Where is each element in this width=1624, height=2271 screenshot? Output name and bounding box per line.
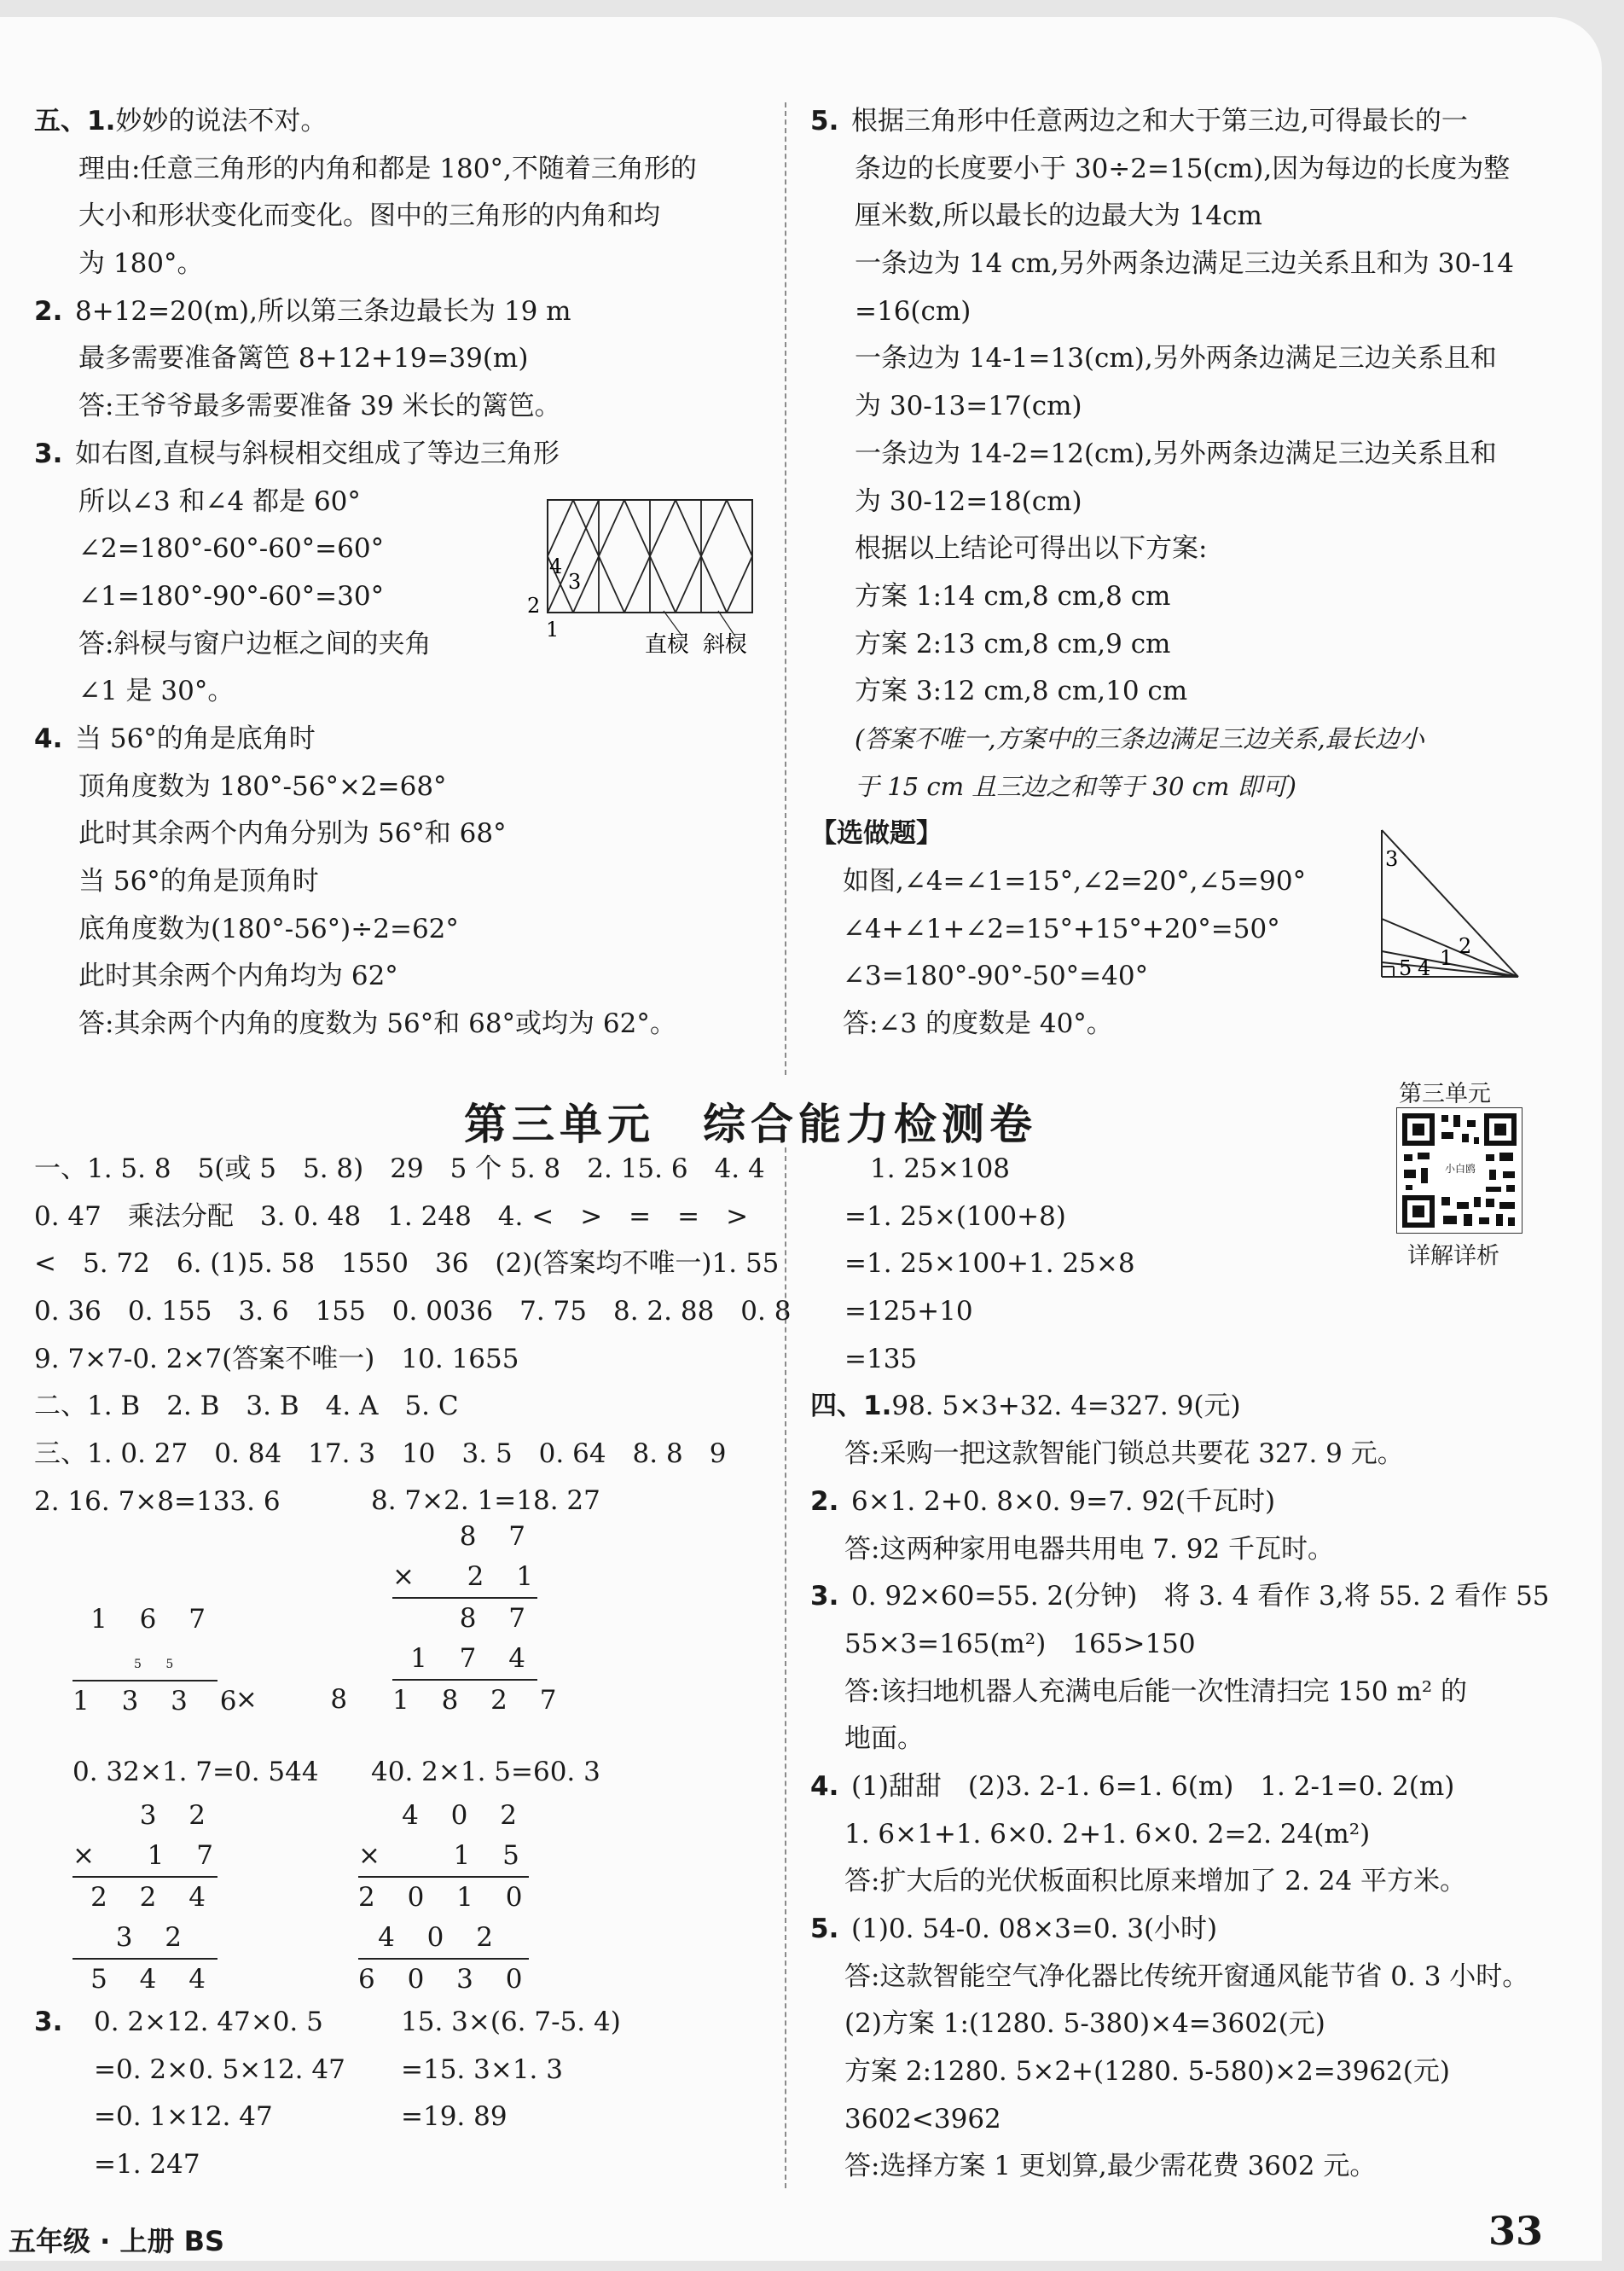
q3-a-step-0: 0. 2×12. 47×0. 5 bbox=[94, 2007, 323, 2037]
right-column-bottom bbox=[810, 1146, 1561, 2191]
opt-label-5: 5 bbox=[1399, 956, 1412, 980]
right-bottom-line-3: =125+10 bbox=[844, 1296, 973, 1327]
opt-label-4: 4 bbox=[1418, 956, 1431, 980]
right-top-line-6: 为 30-13=17(cm) bbox=[855, 391, 1082, 422]
vc1-result: 1 3 3 6 bbox=[72, 1680, 218, 1722]
vc4-partial-1: 2 0 1 0 bbox=[358, 1876, 529, 1918]
right-bottom-line-15: 答:扩大后的光伏板面积比原来增加了 2. 24 平方米。 bbox=[844, 1866, 1467, 1897]
qr-center-label: 小白鸥 bbox=[1444, 1163, 1476, 1175]
left-top-question-number: 4. bbox=[34, 723, 63, 754]
left-top-line-18: 此时其余两个内角均为 62° bbox=[78, 961, 398, 992]
right-bottom-line-5 bbox=[810, 1383, 1561, 1431]
left-top-text: 当 56°的角是底角时 bbox=[75, 723, 316, 754]
right-bottom-line-17: 答:这款智能空气净化器比传统开窗通风能节省 0. 3 小时。 bbox=[844, 1960, 1529, 1992]
right-top-line-5: 一条边为 14-1=13(cm),另外两条边满足三边关系且和 bbox=[855, 343, 1497, 375]
q3-left-steps bbox=[94, 1999, 345, 2189]
left-top-line-15: 此时其余两个内角分别为 56°和 68° bbox=[78, 818, 507, 850]
answer-line-0: 一、1. 5. 8 5(或 5 5. 8) 29 5 个 5. 8 2. 15. 6 4. 4 bbox=[34, 1153, 765, 1184]
right-bottom-line-12: 地面。 bbox=[844, 1723, 924, 1755]
left-top-line-14: 顶角度数为 180°-56°×2=68° bbox=[78, 770, 447, 802]
right-bottom-line-18: (2)方案 1:(1280. 5-380)×4=3602(元) bbox=[844, 2008, 1325, 2040]
right-bottom-question-number: 5. bbox=[810, 1914, 839, 1944]
left-top-text: 妙妙的说法不对。 bbox=[115, 106, 328, 136]
right-bottom-line-21: 答:选择方案 1 更划算,最少需花费 3602 元。 bbox=[844, 2151, 1377, 2182]
vertical-calc-402x15 bbox=[358, 1796, 535, 2000]
vc4-result: 6 0 3 0 bbox=[358, 1958, 529, 2000]
optional-triangle-diagram bbox=[1373, 823, 1527, 997]
left-top-line-12: ∠1 是 30°。 bbox=[78, 676, 235, 707]
window-lattice-diagram bbox=[520, 485, 768, 659]
left-top-line-9: ∠2=180°-60°-60°=60° bbox=[78, 533, 385, 565]
qr-caption: 详解详析 bbox=[1407, 1243, 1499, 1269]
right-bottom-question-number: 四、1. bbox=[810, 1391, 892, 1422]
q3-a-step-1: =0. 2×0. 5×12. 47 bbox=[94, 2053, 345, 2085]
answer-line-7: 2. 16. 7×8=133. 6 bbox=[34, 1485, 281, 1517]
opt-label-1: 1 bbox=[1440, 946, 1453, 970]
opt-label-2: 2 bbox=[1459, 934, 1472, 958]
left-top-line-7 bbox=[34, 431, 785, 479]
vc3-partial-2: 3 2 bbox=[115, 1922, 194, 1953]
page bbox=[0, 17, 1602, 2261]
q3-b-step-0: 15. 3×(6. 7-5. 4) bbox=[401, 2007, 621, 2037]
vc1-multiplicand: 1 6 7 bbox=[90, 1604, 218, 1635]
q3-number: 3. bbox=[34, 2007, 63, 2037]
left-top-line-8: 所以∠3 和∠4 都是 60° bbox=[78, 485, 361, 517]
right-top-line-8: 为 30-12=18(cm) bbox=[855, 485, 1082, 517]
caption-vertical-bar: 直棂 bbox=[645, 632, 690, 655]
right-bottom-line-2: =1. 25×100+1. 25×8 bbox=[844, 1248, 1135, 1280]
answer-line-4: 9. 7×7-0. 2×7(答案不唯一) 10. 1655 bbox=[34, 1343, 519, 1374]
optional-line-1: ∠4+∠1+∠2=15°+15°+20°=50° bbox=[843, 913, 1280, 944]
answer-line-6: 三、1. 0. 27 0. 84 17. 3 10 3. 5 0. 64 8. 8 9 bbox=[34, 1438, 727, 1470]
page-number: 33 bbox=[1488, 2208, 1544, 2254]
left-top-line-6: 答:王爷爷最多需要准备 39 米长的篱笆。 bbox=[78, 391, 561, 422]
right-bottom-question-number: 4. bbox=[810, 1770, 839, 1802]
left-top-line-2: 大小和形状变化而变化。图中的三角形的内角和均 bbox=[78, 200, 660, 232]
answer-line-5: 二、1. B 2. B 3. B 4. A 5. C bbox=[34, 1391, 459, 1422]
vc3-multiplicand: 3 2 bbox=[139, 1800, 218, 1831]
equation-8-7x2-1: 8. 7×2. 1=18. 27 bbox=[371, 1485, 600, 1516]
right-top-line-13: (答案不唯一,方案中的三条边满足三边关系,最长边小 bbox=[855, 723, 1424, 753]
column-divider bbox=[785, 102, 786, 1075]
right-bottom-line-4: =135 bbox=[844, 1343, 918, 1374]
angle-label-2: 2 bbox=[527, 594, 541, 618]
vc4-partial-2: 4 0 2 bbox=[378, 1922, 505, 1953]
vc2-multiplier: × 2 1 bbox=[392, 1561, 545, 1592]
right-bottom-text: (1)0. 54-0. 08×3=0. 3(小时) bbox=[851, 1914, 1218, 1944]
optional-heading: 【选做题】 bbox=[810, 818, 942, 850]
left-top-text: 如右图,直棂与斜棂相交组成了等边三角形 bbox=[75, 438, 560, 469]
right-bottom-line-9 bbox=[810, 1573, 1561, 1621]
optional-line-3: 答:∠3 的度数是 40°。 bbox=[843, 1008, 1113, 1040]
left-top-line-10: ∠1=180°-90°-60°=30° bbox=[78, 580, 385, 612]
vertical-calc-167x8 bbox=[72, 1600, 360, 1722]
right-top-line-3: 一条边为 14 cm,另外两条边满足三边关系且和为 30-14 bbox=[855, 248, 1514, 280]
q3-a-step-2: =0. 1×12. 47 bbox=[94, 2101, 273, 2133]
right-bottom-line-19: 方案 2:1280. 5×2+(1280. 5-580)×2=3962(元) bbox=[844, 2056, 1450, 2088]
right-top-line-14: 于 15 cm 且三边之和等于 30 cm 即可) bbox=[855, 771, 1296, 801]
left-top-line-5: 最多需要准备篱笆 8+12+19=39(m) bbox=[78, 343, 529, 375]
vc2-partial-1: 8 7 bbox=[392, 1597, 537, 1639]
right-bottom-text: (1)甜甜 (2)3. 2-1. 6=1. 6(m) 1. 2-1=0. 2(m) bbox=[851, 1770, 1455, 1802]
right-top-line-10: 方案 1:14 cm,8 cm,8 cm bbox=[855, 580, 1171, 612]
vc2-multiplicand: 8 7 bbox=[459, 1521, 537, 1552]
vc4-multiplier: × 1 5 bbox=[358, 1840, 531, 1871]
left-top-question-number: 五、1. bbox=[34, 106, 116, 136]
q3-a-step-3: =1. 247 bbox=[94, 2149, 200, 2181]
right-bottom-line-20: 3602<3962 bbox=[844, 2103, 1001, 2135]
right-bottom-line-13 bbox=[810, 1763, 1561, 1811]
vc1-carry: 5 5 bbox=[134, 1658, 184, 1671]
angle-label-3: 3 bbox=[568, 570, 582, 594]
angle-label-4: 4 bbox=[549, 555, 563, 578]
right-bottom-line-6: 答:采购一把这款智能门锁总共要花 327. 9 元。 bbox=[844, 1438, 1404, 1470]
vc4-multiplicand: 4 0 2 bbox=[402, 1800, 529, 1831]
vc3-partial-1: 2 2 4 bbox=[72, 1876, 218, 1918]
left-top-line-0 bbox=[34, 98, 785, 146]
right-top-line-11: 方案 2:13 cm,8 cm,9 cm bbox=[855, 628, 1171, 659]
equation-40-2x1-5: 40. 2×1. 5=60. 3 bbox=[371, 1757, 600, 1787]
right-bottom-line-10: 55×3=165(m²) 165>150 bbox=[844, 1628, 1196, 1659]
right-bottom-question-number: 2. bbox=[810, 1485, 839, 1517]
grade-label: 五年级 · 上册 BS bbox=[9, 2225, 225, 2257]
answer-line-1: 0. 47 乘法分配 3. 0. 48 1. 248 4. < > = = > bbox=[34, 1200, 749, 1232]
angle-label-1: 1 bbox=[546, 618, 560, 642]
left-top-line-17: 底角度数为(180°-56°)÷2=62° bbox=[78, 913, 459, 944]
vc2-result: 1 8 2 7 bbox=[392, 1679, 537, 1721]
right-top-line-9: 根据以上结论可得出以下方案: bbox=[855, 533, 1208, 565]
left-top-line-19: 答:其余两个内角的度数为 56°和 68°或均为 62°。 bbox=[78, 1008, 676, 1040]
unit-title: 第三单元 综合能力检测卷 bbox=[464, 1100, 1037, 1149]
q3-b-step-1: =15. 3×1. 3 bbox=[401, 2053, 563, 2085]
left-top-line-11: 答:斜棂与窗户边框之间的夹角 bbox=[78, 628, 432, 659]
right-top-text: 根据三角形中任意两边之和大于第三边,可得最长的一 bbox=[851, 106, 1468, 136]
right-bottom-line-14: 1. 6×1+1. 6×0. 2+1. 6×0. 2=2. 24(m²) bbox=[844, 1818, 1371, 1850]
right-bottom-text: 6×1. 2+0. 8×0. 9=7. 92(千瓦时) bbox=[851, 1485, 1276, 1517]
right-bottom-line-0: 1. 25×108 bbox=[870, 1153, 1011, 1184]
left-top-text: 8+12=20(m),所以第三条边最长为 19 m bbox=[75, 295, 571, 327]
left-top-question-number: 3. bbox=[34, 438, 63, 469]
right-top-question-number: 5. bbox=[810, 106, 839, 136]
right-top-line-4: =16(cm) bbox=[855, 295, 972, 327]
vc3-multiplier: × 1 7 bbox=[72, 1840, 225, 1871]
right-bottom-text: 98. 5×3+32. 4=327. 9(元) bbox=[891, 1391, 1241, 1422]
left-top-line-13 bbox=[34, 716, 785, 764]
optional-line-2: ∠3=180°-90°-50°=40° bbox=[843, 961, 1149, 992]
right-bottom-line-16 bbox=[810, 1906, 1561, 1954]
right-top-line-7: 一条边为 14-2=12(cm),另外两条边满足三边关系且和 bbox=[855, 438, 1497, 469]
left-top-line-4 bbox=[34, 288, 785, 336]
right-bottom-line-1: =1. 25×(100+8) bbox=[844, 1200, 1066, 1232]
left-top-line-16: 当 56°的角是顶角时 bbox=[78, 866, 319, 897]
left-top-line-3: 为 180°。 bbox=[78, 248, 204, 280]
right-top-line-12: 方案 3:12 cm,8 cm,10 cm bbox=[855, 676, 1188, 707]
vertical-calc-32x17 bbox=[72, 1796, 225, 2000]
right-bottom-line-7 bbox=[810, 1478, 1561, 1526]
q3-right-steps bbox=[401, 1999, 621, 2141]
right-top-line-1: 条边的长度要小于 30÷2=15(cm),因为每边的长度为整 bbox=[855, 153, 1511, 184]
left-top-line-1: 理由:任意三角形的内角和都是 180°,不随着三角形的 bbox=[78, 153, 697, 184]
right-bottom-text: 0. 92×60=55. 2(分钟) 将 3. 4 看作 3,将 55. 2 看作 55 bbox=[851, 1581, 1550, 1612]
right-top-line-2: 厘米数,所以最长的边最大为 14cm bbox=[855, 200, 1262, 232]
answer-line-3: 0. 36 0. 155 3. 6 155 0. 0036 7. 75 8. 2. 88 0. 8 bbox=[34, 1296, 792, 1327]
left-column-bottom bbox=[34, 1146, 792, 2181]
right-bottom-line-8: 答:这两种家用电器共用电 7. 92 千瓦时。 bbox=[844, 1533, 1335, 1565]
qr-label: 第三单元 bbox=[1399, 1081, 1491, 1107]
vertical-calc-87x21 bbox=[392, 1517, 569, 1721]
right-bottom-line-11: 答:该扫地机器人充满电后能一次性清扫完 150 m² 的 bbox=[844, 1676, 1467, 1707]
answer-line-2: < 5. 72 6. (1)5. 58 1550 36 (2)(答案均不唯一)1. 55 bbox=[34, 1248, 780, 1280]
opt-label-3: 3 bbox=[1385, 847, 1399, 871]
optional-line-0: 如图,∠4=∠1=15°,∠2=20°,∠5=90° bbox=[843, 866, 1307, 897]
left-top-question-number: 2. bbox=[34, 295, 63, 327]
right-top-line-0 bbox=[810, 98, 1527, 146]
q3-b-step-2: =19. 89 bbox=[401, 2101, 508, 2133]
right-bottom-question-number: 3. bbox=[810, 1581, 839, 1612]
vc3-result: 5 4 4 bbox=[72, 1958, 218, 2000]
vc2-partial-2: 1 7 4 bbox=[410, 1643, 537, 1674]
caption-diagonal-bar: 斜棂 bbox=[703, 632, 748, 655]
vc1-multiplier: × 8 bbox=[235, 1684, 360, 1715]
equation-0-32x1-7: 0. 32×1. 7=0. 544 bbox=[72, 1757, 319, 1787]
